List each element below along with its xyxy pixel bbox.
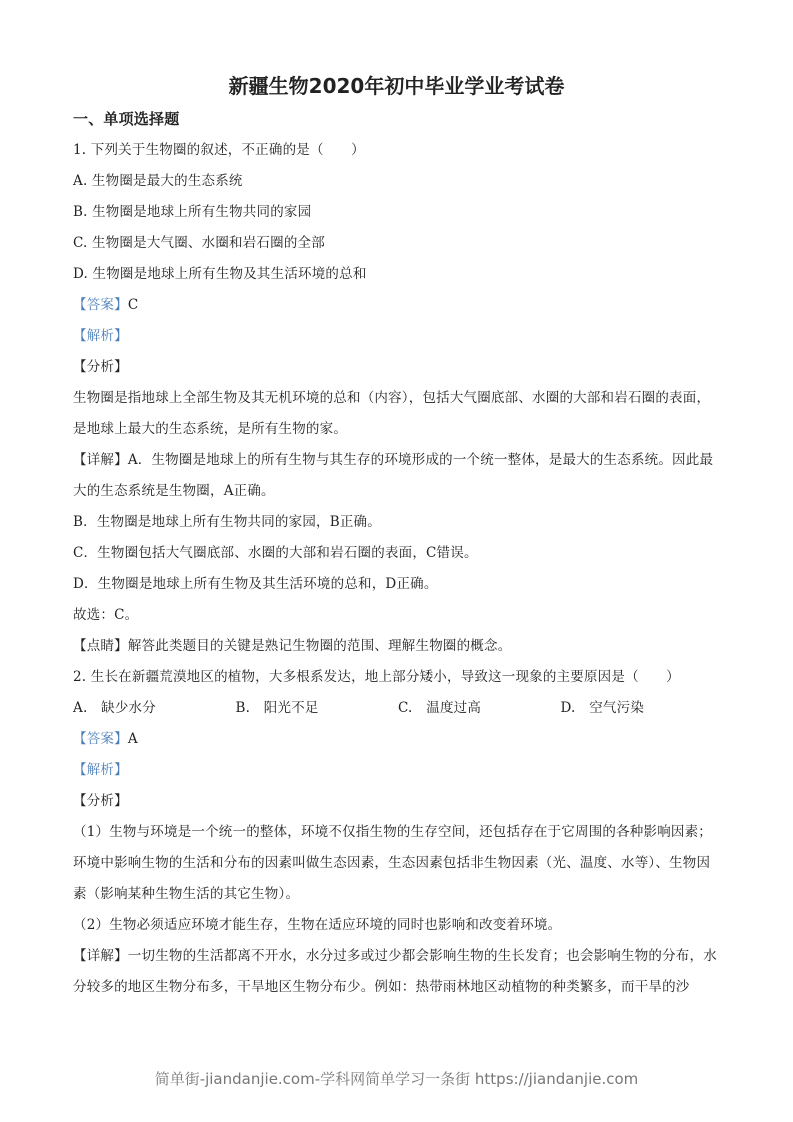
answer-value: C [127,297,139,313]
detail-label: 【详解】 [73,452,128,468]
question-1-option-b: B. 生物圈是地球上所有生物共同的家园 [73,204,312,220]
question-2-options [73,693,723,724]
fenxi-label: 【分析】 [73,359,128,375]
question-2-detail [73,941,723,1003]
fenxi-label: 【分析】 [73,793,128,809]
question-1-option-a: A. 生物圈是最大的生态系统 [73,173,243,189]
answer-value: A [127,731,138,747]
question-2-option-c: C. 温度过高 [398,700,482,716]
question-1-stem: 1. 下列关于生物圈的叙述，不正确的是（ ） [73,142,365,158]
detail-line-d: D．生物圈是地球上所有生物及其生活环境的总和，D正确。 [73,576,438,592]
question-1-option-c: C. 生物圈是大气圈、水圈和岩石圈的全部 [73,235,325,251]
page-footer: 简单街-jiandanjie.com-学科网简单学习一条街 https://jiandanjie.com [154,1070,639,1088]
question-2-option-a: A. 缺少水分 [73,700,156,716]
answer-label: 【答案】 [73,297,128,313]
question-2-option-b: B. 阳光不足 [235,700,319,716]
detail-line-b: B．生物圈是地球上所有生物共同的家园，B正确。 [73,514,381,530]
question-1-fenxi: 生物圈是指地球上全部生物及其无机环境的总和（内容），包括大气圈底部、水圈的大部和岩石圈的表面，是地球上最大的生态系统，是所有生物的家。 [73,390,711,437]
dianjing-label: 【点睛】 [73,638,128,654]
detail-label: 【详解】 [73,948,128,964]
question-1-answer [73,290,723,321]
detail-text: 一切生物的生活都离不开水，水分过多或过少都会影响生物的生长发育；也会影响生物的分布，水分较多的地区生物分布多，干旱地区生物分布少。例如：热带雨林地区动植物的种类繁多，而干旱的沙 [73,948,717,995]
question-1-dianjing [73,631,723,662]
answer-label: 【答案】 [73,731,128,747]
question-2-option-d: D. 空气污染 [560,700,645,716]
question-2-fenxi-1: （1）生物与环境是一个统一的整体，环境不仅指生物的生存空间，还包括存在于它周围的各种影响因素；环境中影响生物的生活和分布的因素叫做生态因素，生态因素包括非生物因素（光、温度、水等）、生物因素（影响某种生物生活的其它生物）。 [73,824,712,902]
detail-line-c: C．生物圈包括大气圈底部、水圈的大部和岩石圈的表面，C错误。 [73,545,478,561]
detail-conclusion: 故选：C。 [73,607,139,623]
question-1-option-d: D. 生物圈是地球上所有生物及其生活环境的总和 [73,266,367,282]
question-1-detail [73,445,723,507]
document-body [73,104,723,1003]
question-2-answer [73,724,723,755]
dianjing-text: 解答此类题目的关键是熟记生物圈的范围、理解生物圈的概念。 [127,638,512,654]
analysis-label: 【解析】 [73,328,128,344]
analysis-label: 【解析】 [73,762,128,778]
question-2-fenxi-2: （2）生物必须适应环境才能生存，生物在适应环境的同时也影响和改变着环境。 [73,917,562,933]
section-heading: 一、单项选择题 [73,110,180,128]
question-2-stem: 2. 生长在新疆荒漠地区的植物，大多根系发达，地上部分矮小，导致这一现象的主要原因是（ ） [73,669,680,685]
detail-text: A．生物圈是地球上的所有生物与其生存的环境形成的一个统一整体，是最大的生态系统。因此最大的生态系统是生物圈，A正确。 [73,452,714,499]
document-title: 新疆生物2020年初中毕业学业考试卷 [228,74,565,98]
